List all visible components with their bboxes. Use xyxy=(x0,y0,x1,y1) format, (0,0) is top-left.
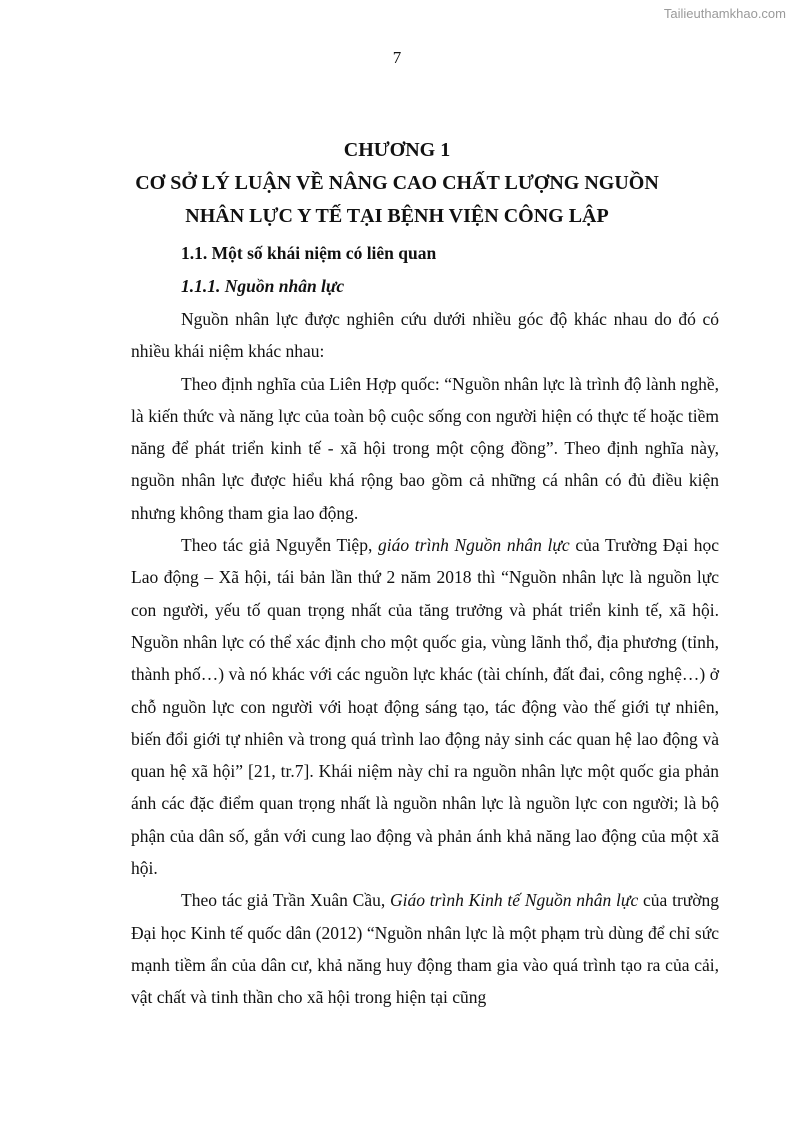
subsection-heading: 1.1.1. Nguồn nhân lực xyxy=(181,276,345,296)
paragraph-4-intro: Theo tác giả Trần Xuân Cầu, xyxy=(181,890,390,911)
section-heading: 1.1. Một số khái niệm có liên quan xyxy=(181,243,437,263)
paragraph-3-book-title: giáo trình Nguồn nhân lực xyxy=(378,535,570,556)
chapter-title-line2: NHÂN LỰC Y TẾ TẠI BỆNH VIỆN CÔNG LẬP xyxy=(185,205,609,227)
paragraph-4-body: của trường Đại học Kinh tế quốc dân (2012) “Nguồn nhân lực là một phạm trù dùng để chỉ sức mạnh tiềm ẩn của dân cư, khả năng huy động tham gia vào quá trình tạo ra của cải, vật chất và tinh thần cho xã hội trong hiện tại cũng xyxy=(131,890,720,1008)
chapter-title-line1: CƠ SỞ LÝ LUẬN VỀ NÂNG CAO CHẤT LƯỢNG NGUỒN xyxy=(135,172,659,194)
paragraph-1: Nguồn nhân lực được nghiên cứu dưới nhiều góc độ khác nhau do đó có nhiều khái niệm khác nhau: xyxy=(131,309,719,362)
body-text xyxy=(131,303,719,1014)
chapter-heading xyxy=(0,134,794,233)
paragraph-4 xyxy=(131,884,719,1013)
paragraph-2: Theo định nghĩa của Liên Hợp quốc: “Nguồn nhân lực là trình độ lành nghề, là kiến thức và năng lực của toàn bộ cuộc sống con người hiện có thực tế hoặc tiềm năng để phát triển kinh tế - xã hội trong một cộng đồng”. Theo định nghĩa này, nguồn nhân lực được hiểu khá rộng bao gồm cả những cá nhân có đủ điều kiện nhưng không tham gia lao động. xyxy=(131,373,719,523)
paragraph-3-intro: Theo tác giả Nguyễn Tiệp, xyxy=(181,535,378,556)
watermark: Tailieuthamkhao.com xyxy=(663,6,786,21)
paragraph-3-body: của Trường Đại học Lao động – Xã hội, tái bản lần thứ 2 năm 2018 thì “Nguồn nhân lực là nguồn lực con người, yếu tố quan trọng nhất của tăng trưởng và phát triển kinh tế, xã hội. Nguồn nhân lực có thể xác định cho một quốc gia, vùng lãnh thổ, địa phương (tỉnh, thành phố…) và nó khác với các nguồn lực khác (tài chính, đất đai, công nghệ…) ở chỗ nguồn lực con người với hoạt động sáng tạo, tác động vào thế giới tự nhiên, biến đổi giới tự nhiên và trong quá trình lao động nảy sinh các quan hệ lao động và quan hệ xã hội” [21, tr.7]. Khái niệm này chỉ ra nguồn nhân lực một quốc gia phản ánh các đặc điểm quan trọng nhất là nguồn nhân lực là nguồn lực con người; là bộ phận của dân số, gắn với cung lao động và phản ánh khả năng lao động của một xã hội. xyxy=(131,535,719,879)
paragraph-3 xyxy=(131,529,719,884)
chapter-label: CHƯƠNG 1 xyxy=(343,139,451,161)
paragraph-4-book-title: Giáo trình Kinh tế Nguồn nhân lực xyxy=(390,890,639,911)
page-number: 7 xyxy=(392,48,402,67)
